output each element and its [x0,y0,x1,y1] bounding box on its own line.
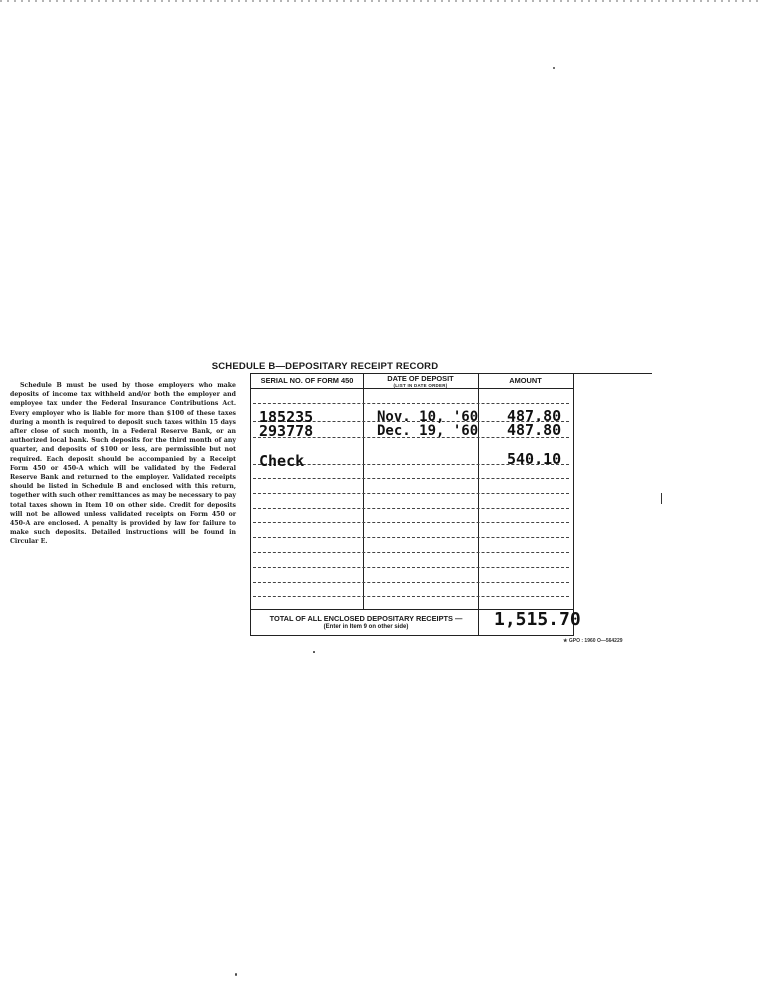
row-1-serial: 185235 [259,408,314,426]
row-3-amount: 540.10 [507,450,562,468]
row-2-date: Dec. 19, '60 [377,423,479,439]
entry-line [253,493,569,494]
entry-line [253,552,569,553]
entry-line [253,478,569,479]
header-rule [251,388,573,389]
header-serial [251,377,363,385]
scan-speck [235,973,237,976]
scan-margin-mark [661,493,662,504]
entry-line [253,508,569,509]
row-3-serial: Check [259,452,305,470]
header-serial-label: SERIAL NO. OF FORM 450 [260,376,354,385]
total-column-divider [478,609,479,635]
row-2-serial: 293778 [259,422,314,440]
header-date [363,375,478,388]
entry-line [253,582,569,583]
entry-line [253,522,569,523]
schedule-instructions: Schedule B must be used by those employers who make deposits of income tax withheld and/or both the employer and employee tax under the Federal Insurance Contributions Act. Every employer who is liable for more than $100 of these taxes during a month is required to deposit such taxes within 15 days after close of such month, in a Federal Reserve Bank, or an authorized local bank. Such deposits for the third month of any quarter, and deposits of $100 or less, are permissible but not required. Each deposit should be accompanied by a Receipt Form 450 or 450-A which will be validated by the Federal Reserve Bank and returned to the employer. Validated receipts should be listed in Schedule B and enclosed with this return, together with such other remittances as may be necessary to pay total taxes shown in Item 10 on other side. Credit for deposits will not be allowed unless validated receipts on Form 450 or 450-A are enclosed. A penalty is provided by law for failure to make such deposits. Detailed instructions will be found in Circular E. [10,382,236,546]
header-date-sublabel: (LIST IN DATE ORDER) [393,383,448,388]
header-date-label: DATE OF DEPOSIT [387,374,454,383]
row-1-date: Nov. 10, '60 [377,409,479,425]
total-note: (Enter in Item 9 on other side) [323,624,409,630]
entry-line [253,567,569,568]
schedule-title: SCHEDULE B—DEPOSITARY RECEIPT RECORD [211,361,439,372]
total-amount: 1,515.70 [494,609,581,630]
column-divider [363,374,364,609]
scan-top-edge [0,0,763,2]
header-amount [478,377,573,385]
total-label: TOTAL OF ALL ENCLOSED DEPOSITARY RECEIPTS — [269,614,463,623]
header-amount-label: AMOUNT [509,376,542,385]
scan-speck [553,67,555,69]
gpo-imprint: ★ GPO : 1960 O—564229 [563,638,623,644]
entry-line [253,403,569,404]
scan-speck [313,651,315,653]
row-1-amount: 487.80 [507,407,562,425]
depositary-receipt-table [250,374,581,636]
entry-line [253,596,569,597]
row-2-amount: 487.80 [507,421,562,439]
entry-line [253,537,569,538]
